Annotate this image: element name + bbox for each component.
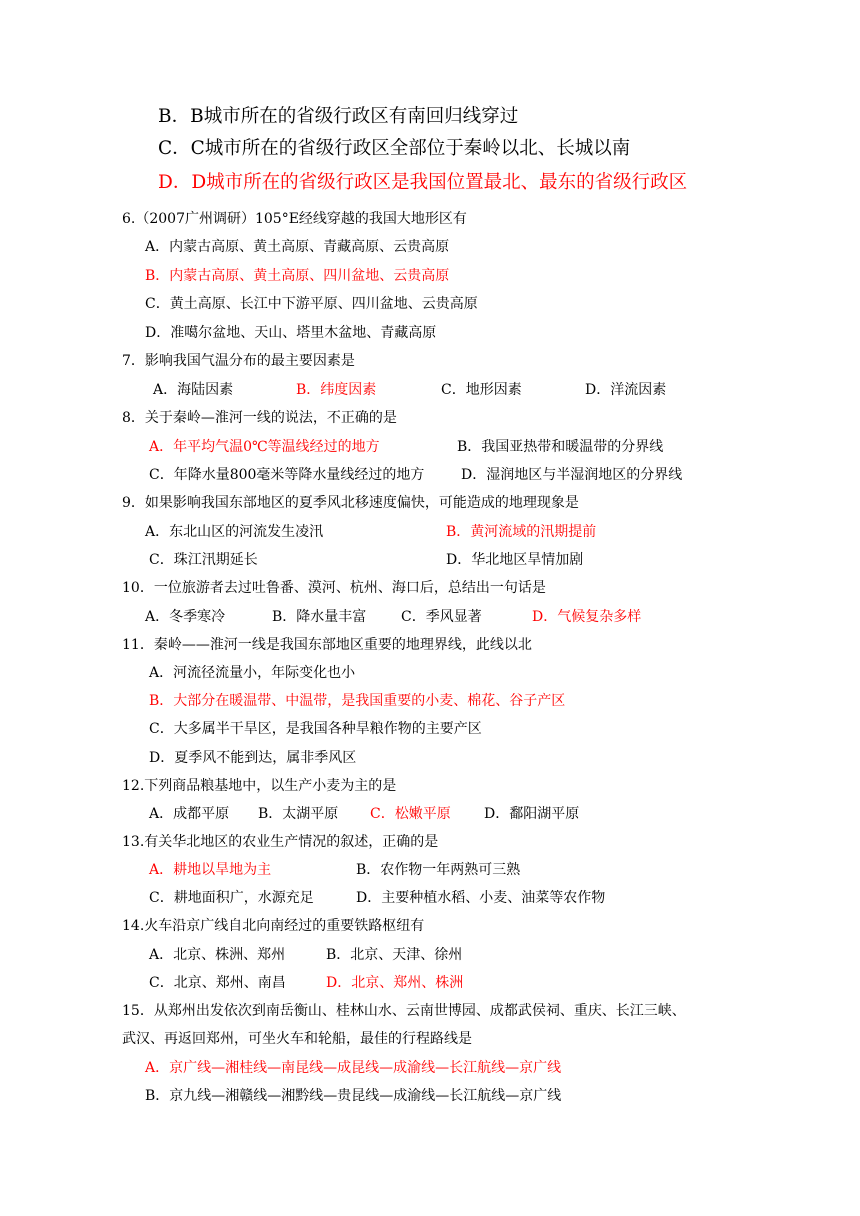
q15-option-a-answer: A．京广线—湘桂线—南昆线—成昆线—成渝线—长江航线—京广线: [145, 1060, 562, 1076]
q12-option-a: A．成都平原: [149, 806, 230, 822]
q6-stem: 6.（2007广州调研）105°E经线穿越的我国大地形区有: [122, 211, 467, 227]
q10-stem: 10．一位旅游者去过吐鲁番、漠河、杭州、海口后，总结出一句话是: [122, 580, 546, 596]
q12-option-b: B．太湖平原: [258, 806, 339, 822]
q11-stem: 11．秦岭——淮河一线是我国东部地区重要的地理界线，此线以北: [122, 637, 532, 653]
q10-option-b: B．降水量丰富: [272, 609, 367, 625]
q8-stem: 8．关于秦岭—淮河一线的说法，不正确的是: [122, 410, 397, 426]
q8-option-a-answer: A．年平均气温0℃等温线经过的地方: [149, 439, 380, 455]
q8-option-c: C．年降水量800毫米等降水量线经过的地方: [149, 467, 425, 483]
q14-option-b: B．北京、天津、徐州: [326, 947, 463, 963]
q13-option-a-answer: A．耕地以旱地为主: [149, 862, 272, 878]
q14-option-a: A．北京、株洲、郑州: [149, 947, 286, 963]
q5-option-c: C．C城市所在的省级行政区全部位于秦岭以北、长城以南: [158, 138, 631, 159]
q6-option-b-answer: B．内蒙古高原、黄土高原、四川盆地、云贵高原: [145, 268, 450, 284]
q7-option-d: D．洋流因素: [585, 382, 667, 398]
q8-option-d: D．湿润地区与半湿润地区的分界线: [461, 467, 683, 483]
q6-option-c: C．黄土高原、长江中下游平原、四川盆地、云贵高原: [145, 296, 478, 312]
q11-option-a: A．河流径流量小，年际变化也小: [149, 665, 356, 681]
q5-option-b: B．B城市所在的省级行政区有南回归线穿过: [158, 106, 519, 127]
q9-option-b-answer: B．黄河流域的汛期提前: [446, 524, 597, 540]
q10-option-a: A．冬季寒冷: [145, 609, 226, 625]
q7-option-c: C．地形因素: [441, 382, 522, 398]
q11-option-d: D．夏季风不能到达，属非季风区: [149, 750, 357, 766]
q12-option-d: D．鄱阳湖平原: [484, 806, 580, 822]
q12-stem: 12.下列商品粮基地中，以生产小麦为主的是: [122, 778, 397, 794]
q10-option-d-answer: D．气候复杂多样: [532, 609, 642, 625]
q6-option-d: D．准噶尔盆地、天山、塔里木盆地、青藏高原: [145, 325, 437, 341]
q15-stem-line-1: 15．从郑州出发依次到南岳衡山、桂林山水、云南世博园、成都武侯祠、重庆、长江三峡、: [122, 1003, 686, 1019]
q7-option-a: A．海陆因素: [153, 382, 234, 398]
q5-option-d-answer: D．D城市所在的省级行政区是我国位置最北、最东的省级行政区: [158, 172, 688, 193]
q7-stem: 7．影响我国气温分布的最主要因素是: [122, 353, 355, 369]
q9-option-c: C．珠江汛期延长: [149, 552, 258, 568]
q11-option-b-answer: B．大部分在暖温带、中温带，是我国重要的小麦、棉花、谷子产区: [149, 693, 566, 709]
q6-option-a: A．内蒙古高原、黄土高原、青藏高原、云贵高原: [145, 239, 450, 255]
q13-option-c: C．耕地面积广，水源充足: [149, 890, 314, 906]
q9-option-a: A．东北山区的河流发生凌汛: [145, 524, 324, 540]
q13-stem: 13.有关华北地区的农业生产情况的叙述，正确的是: [122, 834, 439, 850]
q13-option-b: B．农作物一年两熟可三熟: [356, 862, 521, 878]
q11-option-c: C．大多属半干旱区，是我国各种旱粮作物的主要产区: [149, 721, 482, 737]
q15-stem-line-2: 武汉、再返回郑州，可坐火车和轮船，最佳的行程路线是: [122, 1031, 472, 1047]
q7-option-b-answer: B．纬度因素: [296, 382, 377, 398]
q14-stem: 14.火车沿京广线自北向南经过的重要铁路枢纽有: [122, 918, 425, 934]
q12-option-c-answer: C．松嫩平原: [370, 806, 451, 822]
q10-option-c: C．季风显著: [401, 609, 482, 625]
q14-option-c: C．北京、郑州、南昌: [149, 975, 286, 991]
q9-stem: 9．如果影响我国东部地区的夏季风北移速度偏快，可能造成的地理现象是: [122, 495, 579, 511]
q8-option-b: B．我国亚热带和暖温带的分界线: [457, 439, 664, 455]
q15-option-b: B．京九线—湘赣线—湘黔线—贵昆线—成渝线—长江航线—京广线: [145, 1088, 562, 1104]
q14-option-d-answer: D．北京、郑州、株洲: [326, 975, 464, 991]
q9-option-d: D．华北地区旱情加剧: [446, 552, 584, 568]
q13-option-d: D．主要种植水稻、小麦、油菜等农作物: [356, 890, 606, 906]
